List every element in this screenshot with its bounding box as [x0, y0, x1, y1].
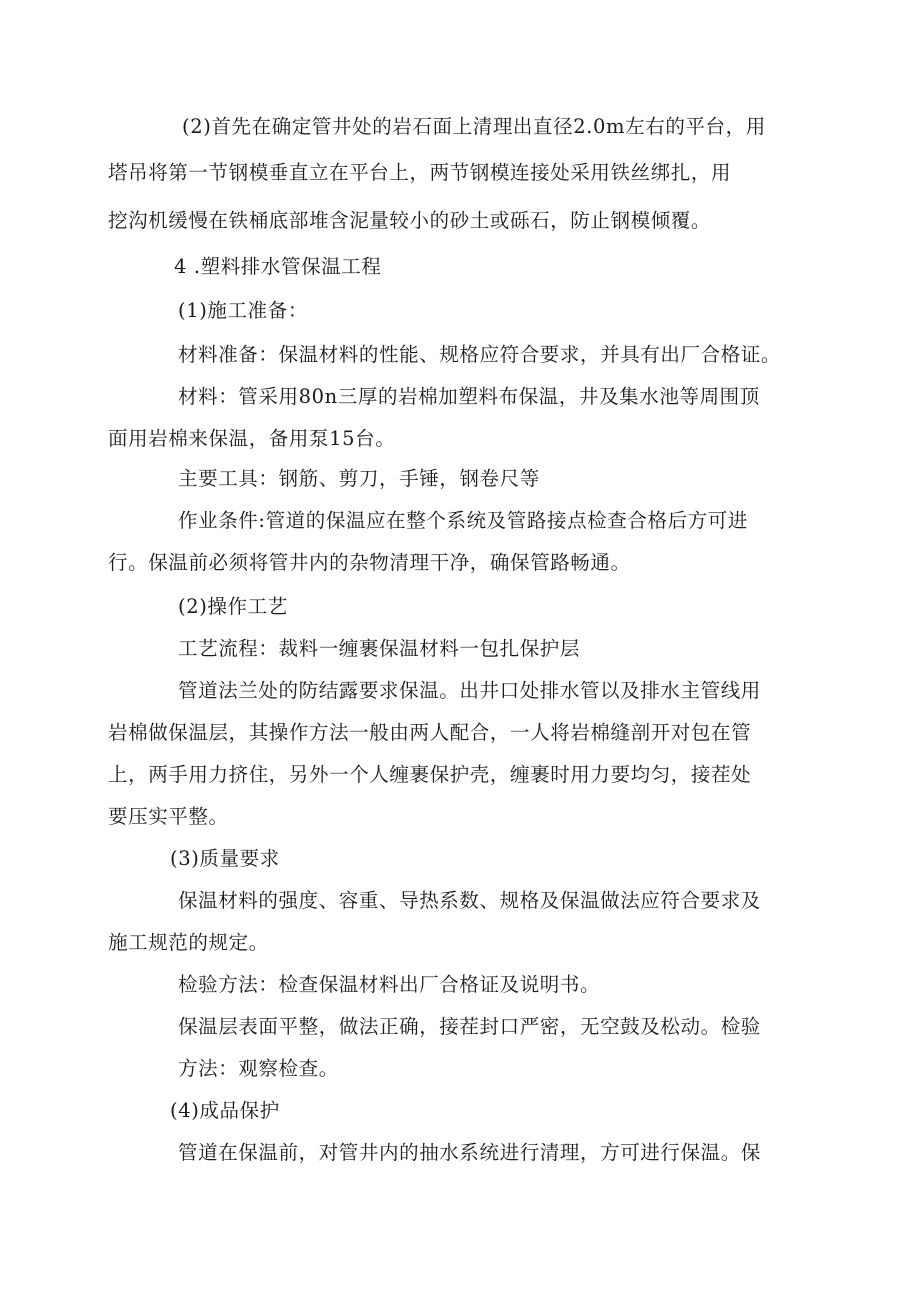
- paragraph-line: 保温层表面平整，做法正确，接茬封口严密，无空鼓及松动。检验: [178, 1015, 761, 1038]
- paragraph-line: 检验方法：检查保温材料出厂合格证及说明书。: [178, 973, 601, 996]
- paragraph-line: 作业条件:管道的保温应在整个系统及管路接点检查合格后方可进: [178, 509, 748, 532]
- paragraph-line: 保温材料的强度、容重、导热系数、规格及保温做法应符合要求及: [178, 889, 761, 912]
- section-heading: 4 .塑料排水管保温工程: [174, 255, 382, 278]
- paragraph-line: 管道在保温前，对管井内的抽水系统进行清理，方可进行保温。保: [178, 1141, 761, 1164]
- paragraph-line: 主要工具：钢筋、剪刀，手锤，钢卷尺等: [178, 467, 540, 490]
- subsection-heading: (1)施工准备：: [178, 299, 308, 322]
- subsection-heading: (4)成品保护: [170, 1099, 280, 1122]
- paragraph-line: 挖沟机缓慢在铁桶底部堆含泥量较小的砂土或砾石，防止钢模倾覆。: [108, 209, 712, 232]
- paragraph-line: 材料：管采用80n三厚的岩棉加塑料布保温，井及集水池等周围顶: [178, 385, 760, 408]
- paragraph-line: 塔吊将第一节钢模垂直立在平台上，两节钢模连接处采用铁丝绑扎，用: [108, 161, 732, 184]
- paragraph-line: (2)首先在确定管井处的岩石面上清理出直径2.0m左右的平台，用: [182, 115, 766, 138]
- paragraph-line: 工艺流程：裁料一缠裹保温材料一包扎保护层: [178, 637, 581, 660]
- subsection-heading: (2)操作工艺: [178, 595, 288, 618]
- paragraph-line: 面用岩棉来保温，备用泵15台。: [108, 427, 396, 450]
- subsection-heading: (3)质量要求: [170, 847, 280, 870]
- paragraph-line: 岩棉做保温层，其操作方法一般由两人配合，一人将岩棉缝剖开对包在管: [108, 721, 752, 744]
- paragraph-line: 上，两手用力挤住，另外一个人缠裹保护壳，缠裹时用力要均匀，接茬处: [108, 763, 752, 786]
- paragraph-line: 行。保温前必须将管井内的杂物清理干净，确保管路畅通。: [108, 551, 631, 574]
- paragraph-line: 要压实平整。: [108, 805, 229, 828]
- paragraph-line: 材料准备：保温材料的性能、规格应符合要求，并具有出厂合格证。: [178, 343, 782, 366]
- paragraph-line: 方法：观察检查。: [178, 1057, 339, 1080]
- paragraph-line: 管道法兰处的防结露要求保温。出井口处排水管以及排水主管线用: [178, 679, 761, 702]
- paragraph-line: 施工规范的规定。: [108, 931, 269, 954]
